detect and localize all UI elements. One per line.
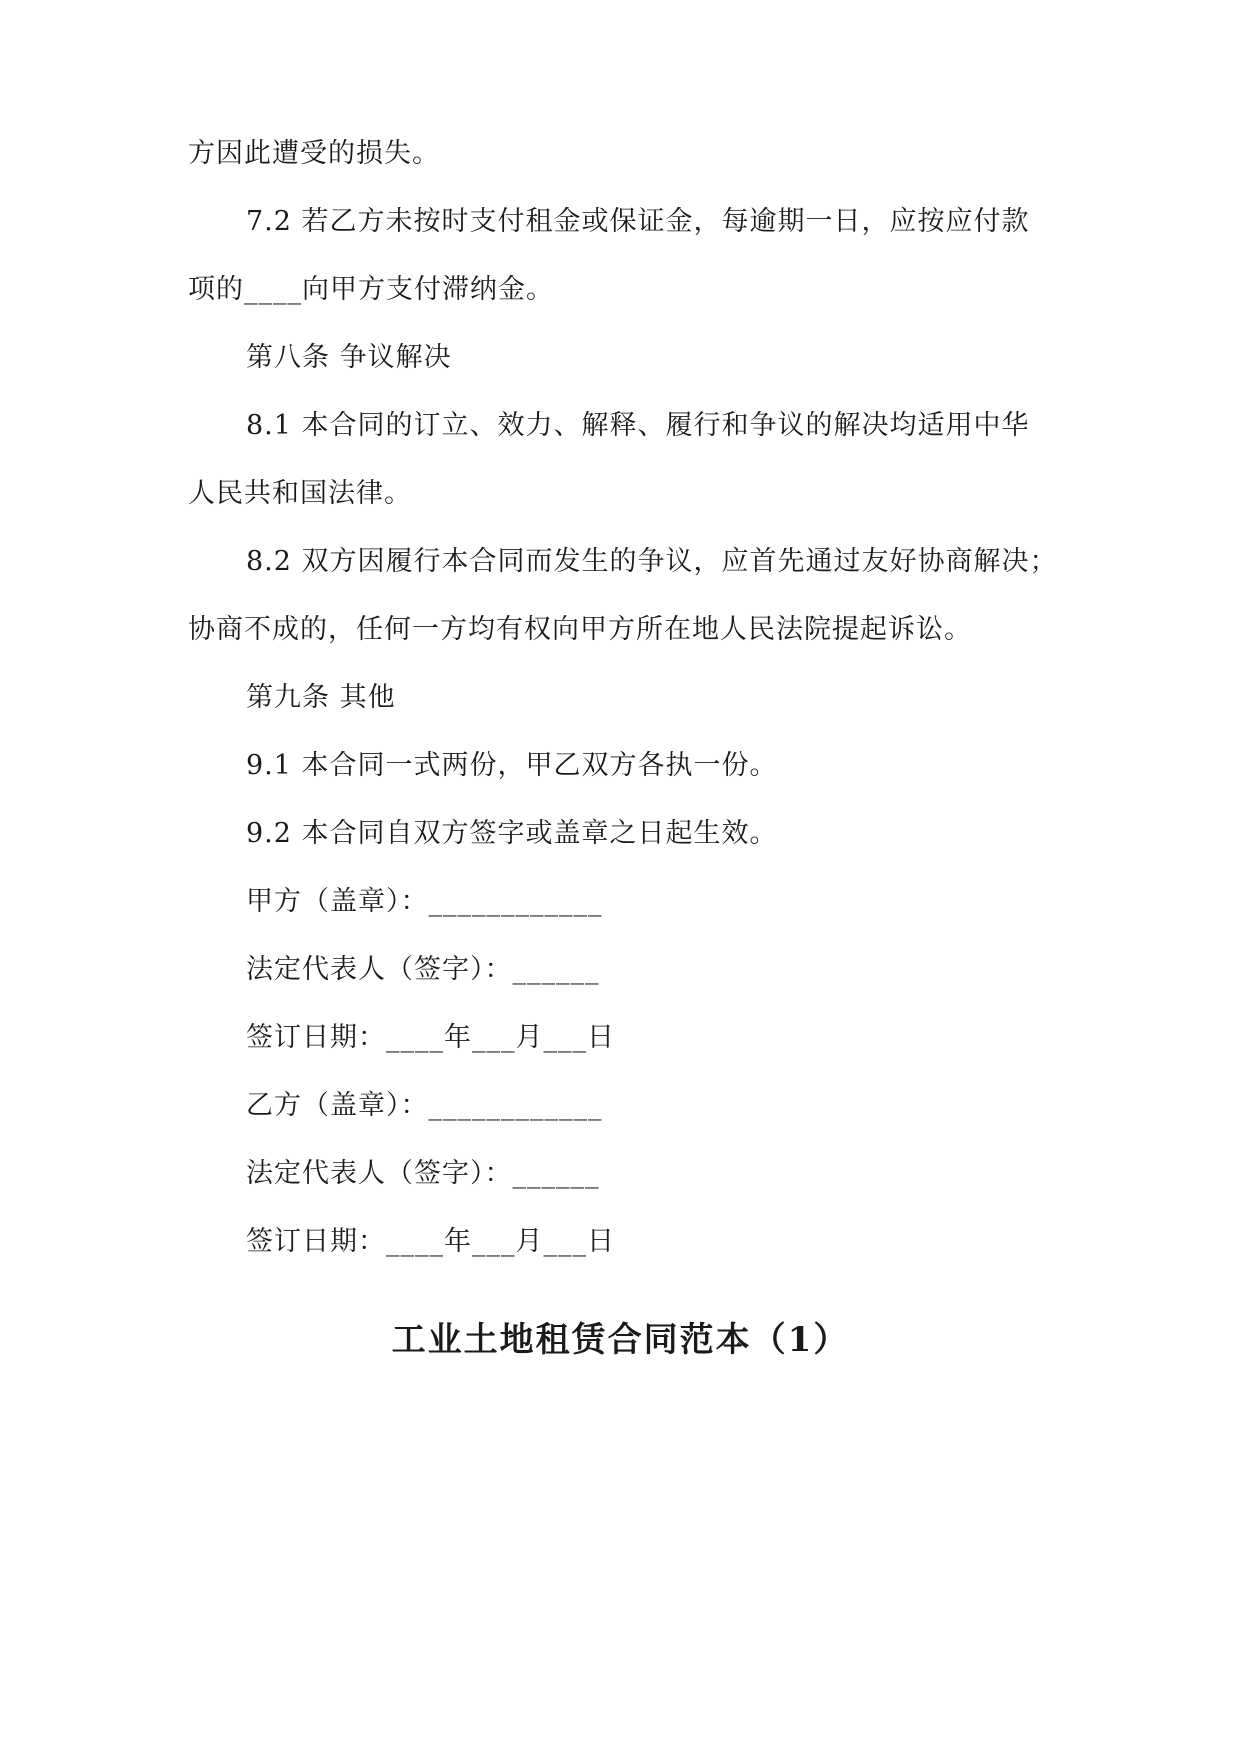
clause-9-1: 9.1 本合同一式两份，甲乙双方各执一份。 (246, 750, 778, 781)
party-b-seal-field: 乙方（盖章）：____________ (246, 1090, 603, 1121)
party-b-date-field: 签订日期：____年___月___日 (246, 1226, 615, 1257)
party-a-seal-field: 甲方（盖章）：____________ (246, 886, 603, 917)
clause-7-2-line-2: 项的____向甲方支付滞纳金。 (188, 274, 554, 305)
party-a-date-field: 签订日期：____年___月___日 (246, 1022, 615, 1053)
clause-7-2-line-1: 7.2 若乙方未按时支付租金或保证金，每逾期一日，应按应付款 (246, 206, 1030, 237)
party-a-representative-field: 法定代表人（签字）：______ (246, 954, 600, 985)
clause-8-1-line-1: 8.1 本合同的订立、效力、解释、履行和争议的解决均适用中华 (246, 410, 1030, 441)
clause-9-2: 9.2 本合同自双方签字或盖章之日起生效。 (246, 818, 778, 849)
next-document-title: 工业土地租赁合同范本（1） (391, 1320, 850, 1360)
article-8-heading: 第八条 争议解决 (246, 342, 452, 373)
clause-8-2-line-1: 8.2 双方因履行本合同而发生的争议，应首先通过友好协商解决； (246, 546, 1058, 577)
clause-8-2-line-2: 协商不成的，任何一方均有权向甲方所在地人民法院提起诉讼。 (188, 614, 972, 645)
article-9-heading: 第九条 其他 (246, 682, 396, 713)
clause-7-1-continuation: 方因此遭受的损失。 (188, 138, 440, 169)
clause-8-1-line-2: 人民共和国法律。 (188, 478, 412, 509)
party-b-representative-field: 法定代表人（签字）：______ (246, 1158, 600, 1189)
